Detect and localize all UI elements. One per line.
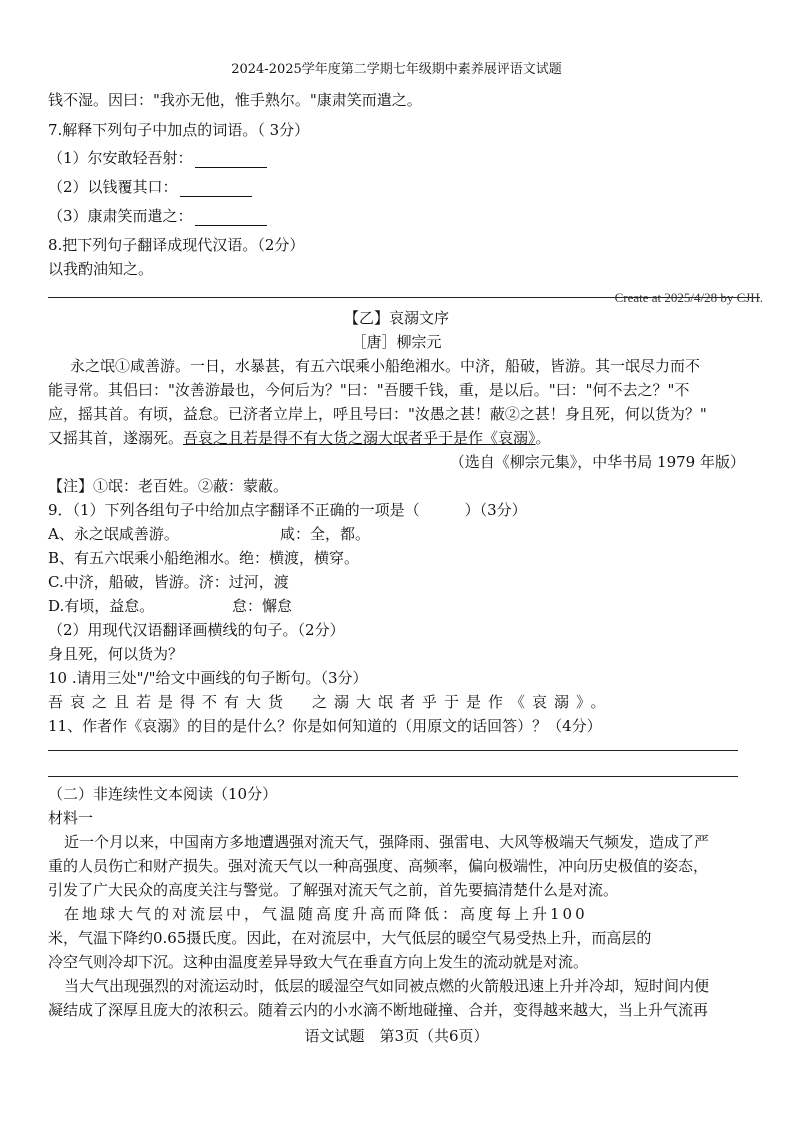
passage-jia-tail: 钱不湿。因曰："我亦无他，惟手熟尔。"康肃笑而遣之。 bbox=[48, 91, 422, 109]
underlined-sentence: 吾哀之且若是得不有大货之溺大氓者乎于是作《哀溺》 bbox=[183, 429, 536, 447]
option-gloss: 咸：全，都。 bbox=[280, 525, 371, 543]
page-footer: 语文试题 第3页（共6页） bbox=[304, 1027, 489, 1045]
question-7-item-label: （3）康肃笑而遣之： bbox=[48, 207, 193, 225]
question-8-sentence: 以我酌油知之。 bbox=[48, 260, 154, 278]
passage-yi-line: 永之氓①咸善游。一日，水暴甚，有五六氓乘小船绝湘水。中济，船破，皆游。其一氓尽力而不 bbox=[70, 357, 701, 375]
passage-yi-text: 又摇其首，遂溺死。 bbox=[48, 429, 184, 447]
question-9-option bbox=[48, 596, 293, 616]
material-line: 冷空气则冷却下沉。这种由温度差异导致大气在垂直方向上发生的流动就是对流。 bbox=[48, 953, 589, 971]
passage-yi-line: 应，摇其首。有顷，益怠。已济者立岸上，呼且号曰："汝愚之甚！蔽②之甚！身且死，何以货为？" bbox=[48, 405, 707, 423]
passage-yi-line: 能寻常。其侣曰："汝善游最也，今何后为？"曰："吾腰千钱，重，是以后。"曰："何不去之？"不 bbox=[48, 381, 690, 399]
question-7-item-label: （1）尔安敢轻吾射： bbox=[48, 149, 193, 167]
material-line: 凝结成了深厚且庞大的浓积云。随着云内的小水滴不断地碰撞、合并，变得越来越大，当上升气流再 bbox=[48, 1001, 709, 1019]
question-9-sub2-sentence: 身且死，何以货为？ bbox=[48, 645, 184, 663]
passage-yi-title: 【乙】哀溺文序 bbox=[343, 309, 449, 327]
question-7-item bbox=[48, 148, 267, 168]
answer-blank[interactable] bbox=[195, 210, 267, 226]
question-7-title: 7.解释下列句子中加点的词语。（ 3分） bbox=[48, 121, 310, 139]
question-9-option: B、有五六氓乘小船绝湘水。绝：横渡，横穿。 bbox=[48, 549, 360, 567]
question-10-title: 10 .请用三处"/"给文中画线的句子断句。（3分） bbox=[48, 669, 368, 687]
passage-yi-note: 【注】①氓：老百姓。②蔽：蒙蔽。 bbox=[48, 477, 289, 495]
question-9-sub2: （2）用现代汉语翻译画横线的句子。（2分） bbox=[48, 621, 345, 639]
material-line: 米，气温下降约0.65摄氏度。因此，在对流层中，大气低层的暖空气易受热上升，而高层的 bbox=[48, 929, 652, 947]
question-7-item bbox=[48, 206, 267, 226]
question-7-item bbox=[48, 177, 252, 197]
question-7-item-label: （2）以钱覆其口： bbox=[48, 178, 178, 196]
passage-yi-line bbox=[48, 428, 551, 448]
material-line: 近一个月以来，中国南方多地遭遇强对流天气，强降雨、强雷电、大风等极端天气频发，造成了严 bbox=[64, 833, 710, 851]
passage-yi-text: 。 bbox=[535, 429, 551, 447]
material-line: 重的人员伤亡和财产损失。强对流天气以一种高强度、高频率，偏向极端性，冲向历史极值的姿态， bbox=[48, 857, 709, 875]
question-9-option bbox=[48, 524, 371, 544]
answer-line[interactable] bbox=[48, 776, 738, 777]
answer-line[interactable] bbox=[48, 750, 738, 751]
page-header: 2024-2025学年度第二学期七年级期中素养展评语文试题 bbox=[231, 62, 562, 77]
material-line: 在地球大气的对流层中，气温随高度升高而降低：高度每上升100 bbox=[64, 905, 588, 923]
question-11-title: 11、作者作《哀溺》的目的是什么？你是如何知道的（用原文的话回答）？（4分） bbox=[48, 717, 602, 735]
passage-yi-source: （选自《柳宗元集》，中华书局 1979 年版） bbox=[449, 453, 745, 471]
material-line: 引发了广大民众的高度关注与警觉。了解强对流天气之前，首先要搞清楚什么是对流。 bbox=[48, 881, 619, 899]
question-9-title: 9．（1）下列各组句子中给加点字翻译不正确的一项是（ ）（3分） bbox=[48, 501, 527, 519]
answer-blank[interactable] bbox=[180, 181, 252, 197]
question-9-option: C.中济，船破，皆游。济：过河，渡 bbox=[48, 573, 289, 591]
material-label: 材料一 bbox=[48, 809, 94, 827]
question-10-text: 吾哀之且若是得不有大货 之溺大氓者乎于是作《哀溺》。 bbox=[48, 693, 613, 711]
answer-blank[interactable] bbox=[195, 152, 267, 168]
passage-yi-author: ［唐］柳宗元 bbox=[351, 333, 442, 351]
section-2-title: （二）非连续性文本阅读（10分） bbox=[48, 785, 278, 803]
creator-credit: Create at 2025/4/28 by CJH. bbox=[614, 290, 763, 305]
option-text: A、永之氓咸善游。 bbox=[48, 525, 179, 543]
question-8-title: 8.把下列句子翻译成现代汉语。（2分） bbox=[48, 236, 305, 254]
option-text: D.有顷，益怠。 bbox=[48, 597, 155, 615]
material-line: 当大气出现强烈的对流运动时，低层的暖湿空气如同被点燃的火箭般迅速上升并冷却，短时间内便 bbox=[64, 977, 710, 995]
option-gloss: 怠：懈怠 bbox=[232, 597, 293, 615]
